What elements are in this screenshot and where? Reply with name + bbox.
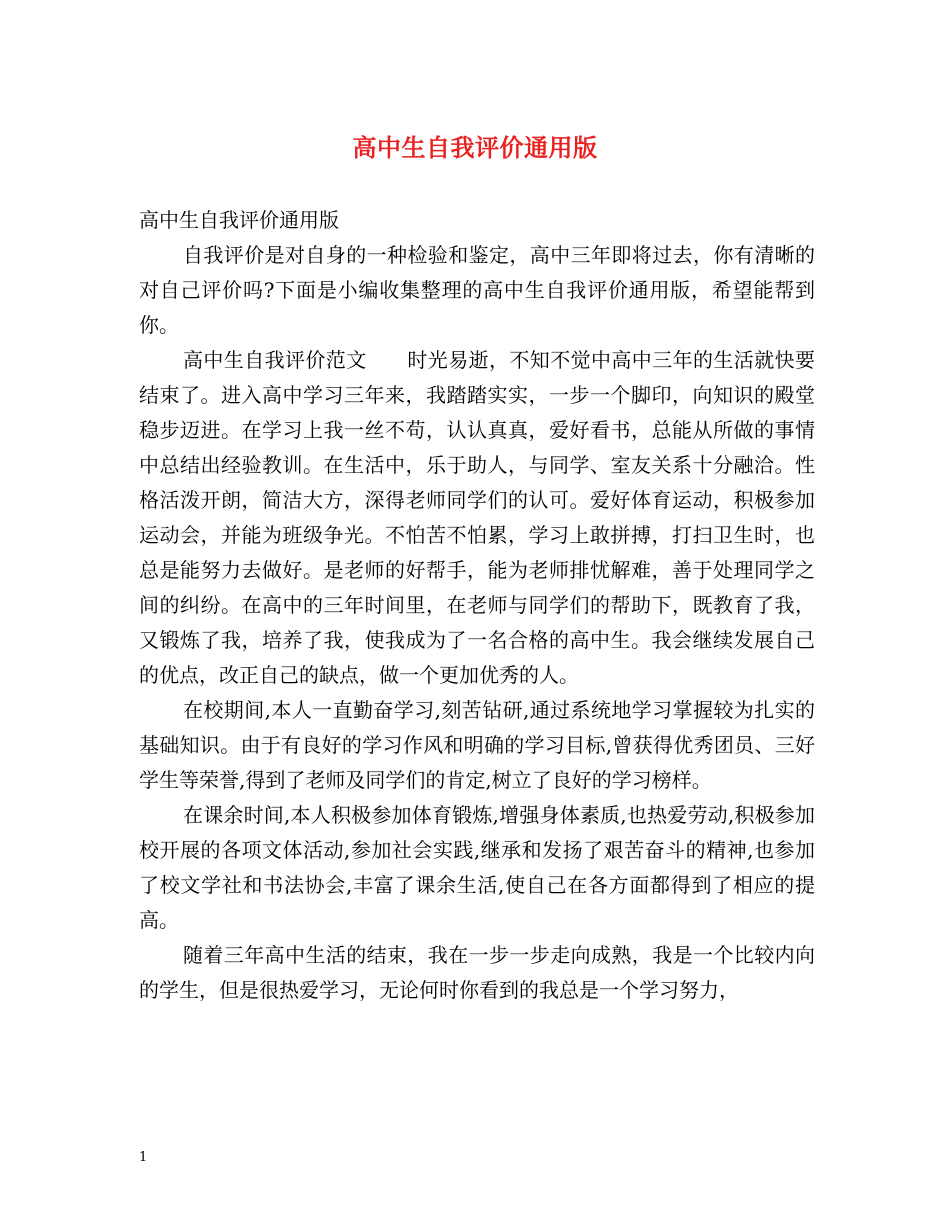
document-title: 高中生自我评价通用版: [352, 133, 598, 162]
paragraph-maturity: 随着三年高中生活的结束，我在一步一步走向成熟，我是一个比较内向的学生，但是很热爱学习，无论何时你看到的我总是一个学习努力，: [139, 943, 815, 1002]
page-number: 1: [139, 1150, 148, 1165]
paragraph-extracurricular: 在课余时间,本人积极参加体育锻炼,增强身体素质,也热爱劳动,积极参加校开展的各项文体活动,参加社会实践,继承和发扬了艰苦奋斗的精神,也参加了校文学社和书法协会,丰富了课余生活,使自己在各方面都得到了相应的提高。: [139, 803, 815, 932]
document-subheading: 高中生自我评价通用版: [139, 208, 339, 232]
paragraph-sample-essay: 高中生自我评价范文 时光易逝，不知不觉中高中三年的生活就快要结束了。进入高中学习三年来，我踏踏实实，一步一个脚印，向知识的殿堂稳步迈进。在学习上我一丝不苟，认认真真，爱好看书，总能从所做的事情中总结出经验教训。在生活中，乐于助人，与同学、室友关系十分融洽。性格活泼开朗，简洁大方，深得老师同学们的认可。爱好体育运动，积极参加运动会，并能为班级争光。不怕苦不怕累，学习上敢拼搏，打扫卫生时，也总是能努力去做好。是老师的好帮手，能为老师排忧解难，善于处理同学之间的纠纷。在高中的三年时间里，在老师与同学们的帮助下，既教育了我，又锻炼了我，培养了我，使我成为了一名合格的高中生。我会继续发展自己的优点，改正自己的缺点，做一个更加优秀的人。: [139, 348, 815, 687]
paragraph-intro: 自我评价是对自身的一种检验和鉴定，高中三年即将过去，你有清晰的对自己评价吗?下面是小编收集整理的高中生自我评价通用版，希望能帮到你。: [139, 243, 815, 337]
document-body: [139, 203, 815, 1008]
paragraph-study: 在校期间,本人一直勤奋学习,刻苦钻研,通过系统地学习掌握较为扎实的基础知识。由于有良好的学习作风和明确的学习目标,曾获得优秀团员、三好学生等荣誉,得到了老师及同学们的肯定,树立了良好的学习榜样。: [139, 698, 815, 792]
